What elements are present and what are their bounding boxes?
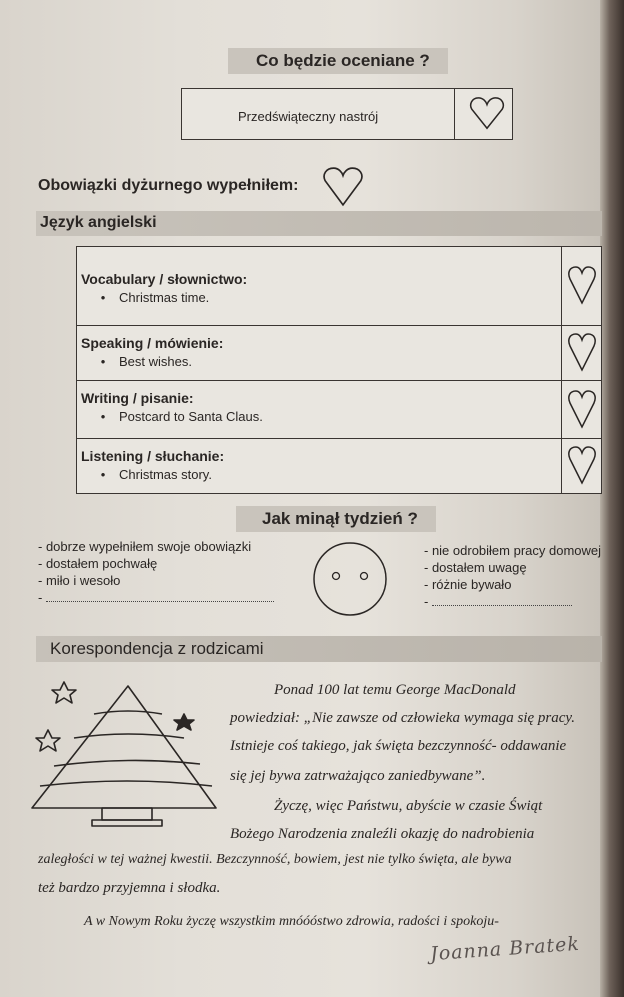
row-heading: Vocabulary / słownictwo: [81,271,248,287]
face-icon [312,541,388,622]
correspondence-title: Korespondencja z rodzicami [50,639,264,658]
heart-icon [567,265,597,305]
row-bullet: • Best wishes. [93,354,192,369]
row-bullet: • Postcard to Santa Claus. [93,409,263,424]
list-item: - nie odrobiłem pracy domowej [424,543,602,558]
list-item [424,593,601,610]
table-row [77,247,601,326]
heart-icon [567,444,597,486]
list-item [38,589,274,606]
page-edge [600,0,624,997]
row-heading: Listening / słuchanie: [81,448,225,464]
heart-icon [567,331,597,373]
week-title: Jak minął tydzień ? [262,509,418,528]
letter-line: zaległości w tej ważnej kwestii. Bezczynność, bowiem, jest nie tylko święta, ale bywa [38,852,512,867]
evaluation-box [181,88,513,140]
row-heading: Speaking / mówienie: [81,335,224,351]
list-item: - dostałem pochwałę [38,556,158,571]
list-item: - dobrze wypełniłem swoje obowiązki [38,539,252,554]
signature: Joanna Bratek [429,932,581,966]
letter-line: też bardzo przyjemna i słodka. [38,880,221,896]
blank-line [46,593,274,602]
english-table [76,246,602,494]
evaluation-item: Przedświąteczny nastrój [238,109,379,124]
row-bullet: • Christmas time. [93,290,209,305]
row-heading: Writing / pisanie: [81,390,194,406]
row-bullet: • Christmas story. [93,467,212,482]
letter-line: Ponad 100 lat temu George MacDonald [274,682,516,698]
blank-line [432,597,572,606]
list-item: - różnie bywało [424,577,512,592]
letter-line: Istnieje coś takiego, jak święta bezczynność- oddawanie [230,738,567,754]
heart-icon [468,95,506,133]
letter-line: A w Nowym Roku życzę wszystkim mnóóóstwo zdrowia, radości i spokoju- [84,914,499,929]
week-positive-list [38,538,274,606]
evaluation-title: Co będzie oceniane ? [256,51,430,70]
letter-line: Życzę, więc Państwu, abyście w czasie Świąt [274,798,543,814]
table-row [77,438,601,493]
divider [454,89,455,139]
christmas-tree-icon [30,676,226,841]
letter-line: powiedział: „Nie zawsze od człowieka wymaga się pracy. [230,710,575,726]
letter-line: się jej bywa zatrważająco zaniedbywane”. [230,768,486,784]
heart-icon [567,388,597,430]
english-title: Język angielski [40,214,157,231]
table-row [77,325,601,381]
blank-dash: - [424,594,432,609]
heart-icon [322,166,364,208]
table-row [77,380,601,439]
letter-line: Bożego Narodzenia znaleźli okazję do nadrobienia [230,826,535,842]
week-negative-list [424,542,601,610]
list-item: - miło i wesoło [38,573,121,588]
duty-label: Obowiązki dyżurnego wypełniłem: [38,177,299,194]
list-item: - dostałem uwagę [424,560,527,575]
blank-dash: - [38,590,46,605]
